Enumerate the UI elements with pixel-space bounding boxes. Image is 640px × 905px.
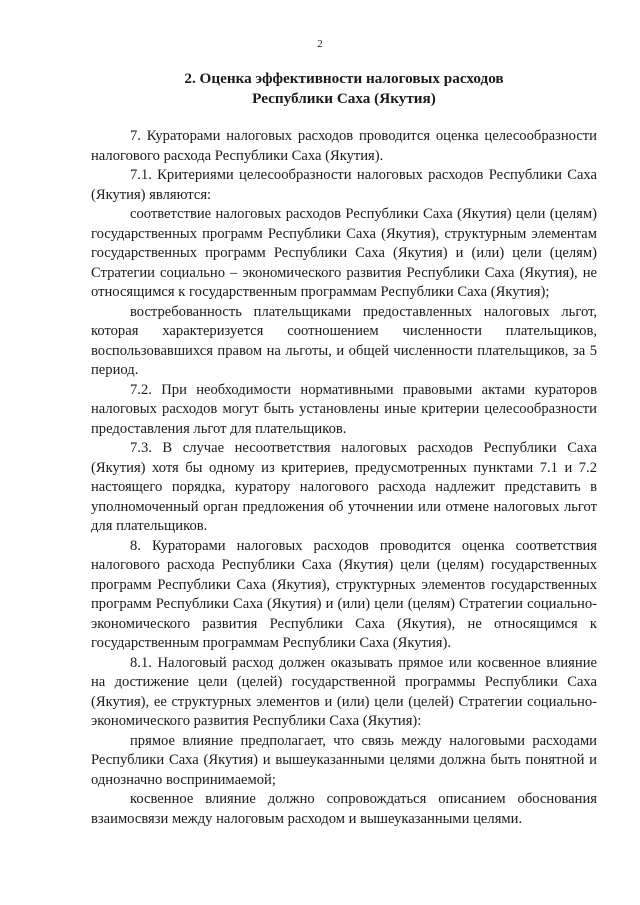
section-heading — [91, 69, 597, 109]
paragraph-criterion-compliance: соответствие налоговых расходов Республики Саха (Якутия) цели (целям) государственных программ Республики Саха (Якутия), структурным элементам государственных программ Республики Саха (Якутия) и (или) цели (целям) Стратегии социально – экономического развития Республики Саха (Якутия), не относящимся к государственным программам Республики Саха (Якутия); — [91, 206, 597, 300]
paragraph-indirect-influence: косвенное влияние должно сопровождаться описанием обоснования взаимосвязи между налоговым расходом и вышеуказанными целями. — [91, 791, 597, 827]
paragraph-criterion-demand: востребованность плательщиками предоставленных налоговых льгот, которая характеризуется соотношением численности плательщиков, воспользовавшихся правом на льготы, и общей численности плательщиков, за 5 период. — [91, 303, 597, 378]
paragraph-direct-influence: прямое влияние предполагает, что связь между налоговыми расходами Республики Саха (Якутия) и вышеуказанными целями должна быть понятной и однозначно воспринимаемой; — [91, 732, 597, 788]
paragraph-8-1: 8.1. Налоговый расход должен оказывать прямое или косвенное влияние на достижение цели (целей) государственной программы Республики Саха (Якутия), ее структурных элементов и (или) цели (целей) Стратегии социально-экономического развития Республики Саха (Якутия): — [91, 654, 597, 729]
paragraph-7: 7. Кураторами налоговых расходов проводится оценка целесообразности налогового расхода Республики Саха (Якутия). — [91, 128, 597, 164]
paragraph-7-2: 7.2. При необходимости нормативными правовыми актами кураторов налоговых расходов могут быть установлены иные критерии целесообразности предоставления льгот для плательщиков. — [91, 381, 597, 437]
paragraph-7-1: 7.1. Критериями целесообразности налоговых расходов Республики Саха (Якутия) являются: — [91, 167, 597, 203]
document-body — [91, 127, 597, 829]
page-number: 2 — [317, 38, 323, 50]
paragraph-7-3: 7.3. В случае несоответствия налоговых расходов Республики Саха (Якутия) хотя бы одному из критериев, предусмотренных пунктами 7.1 и 7.2 настоящего порядка, куратору налогового расхода надлежит представить в уполномоченный орган предложения об уточнении или отмене налоговых льгот для плательщиков. — [91, 440, 597, 534]
paragraph-8: 8. Кураторами налоговых расходов проводится оценка соответствия налогового расхода Республики Саха (Якутия) цели (целям) государственных программ Республики Саха (Якутия), структурных элементов государственных программ Республики Саха (Якутия) и (или) цели (целям) Стратегии социально-экономического развития Республики Саха (Якутия), не относящимся к государственным программам Республики Саха (Якутия). — [91, 537, 597, 651]
section-title-line-1: 2. Оценка эффективности налоговых расходов — [184, 70, 504, 87]
section-title-line-2: Республики Саха (Якутия) — [252, 90, 436, 107]
